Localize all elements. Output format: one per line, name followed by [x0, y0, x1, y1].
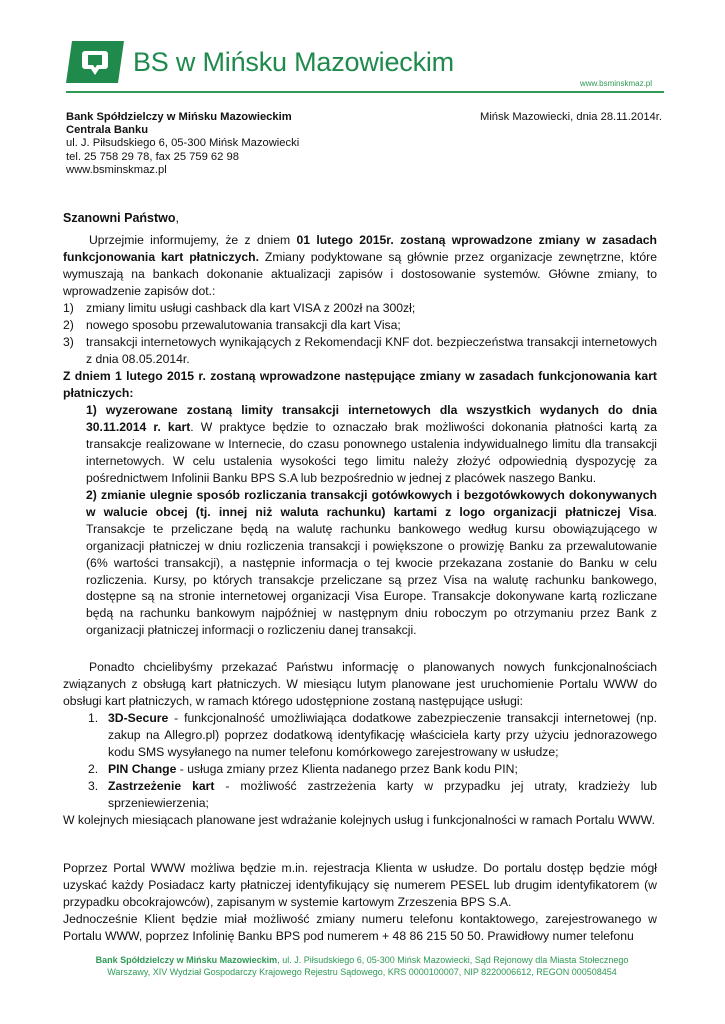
- changes-list: [63, 300, 657, 368]
- change-item-1-title: 1) wyzerowane zostaną limity transakcji internetowych dla wszystkich wydanych do dnia 30.11.2014 r. kart: [86, 403, 657, 434]
- list-item-number: 1.: [88, 711, 99, 725]
- footer-line-1: [63, 955, 661, 967]
- list-item-number: 3.: [88, 778, 99, 793]
- service-name: Zastrzeżenie kart: [108, 778, 215, 793]
- list-item-number: 2): [63, 317, 74, 332]
- list-item-number: 2.: [88, 761, 99, 776]
- list-item-number: 1): [63, 301, 74, 315]
- footer-line-2: Warszawy, XIV Wydział Gospodarczy Krajowego Rejestru Sądowego, KRS 0000100007, NIP 8220006612, REGON 000508454: [107, 966, 617, 977]
- service-name: 3D-Secure: [108, 711, 169, 725]
- list-item-text: transakcji internetowych wynikających z Rekomendacji KNF dot. bezpieczeństwa transakcji internetowych z dnia 08.05.2014r.: [86, 334, 657, 366]
- list-item: [63, 317, 657, 334]
- intro-text-2: Zmiany podyktowane są głównie przez organizacje zewnętrzne, które wymuszają na bankach dokonanie aktualizacji zapisów i dostosowanie systemów. Główne zmiany, to wprowadzenie zapisów dot.:: [63, 249, 657, 298]
- greeting: [63, 210, 657, 227]
- greeting-comma: ,: [175, 211, 179, 225]
- date-line: Mińsk Mazowiecki, dnia 28.11.2014r.: [480, 111, 662, 123]
- service-name: PIN Change: [108, 761, 177, 776]
- change-item-2-text: . Transakcje te przeliczane będą na walutę rachunku bankowego według kursu obowiązującego w organizacji płatniczej w dniu rozliczenia transakcji i powiększone o prowizję Banku za przewalutowanie (6% wartości transakcji), a następnie informacja o tej kwocie przekazana zostanie do Banku w celu rozliczenia. Kursy, po których transakcje przeliczane są przez Visa na walutę rachunku bankowego, dostępne są na stronie internetowej organizacji Visa Europe. Transakcje dokonywane kartą rozliczane będą na rachunku bankowym najpóźniej w następnym dniu roboczym po otrzymaniu przez Bank z organizacji płatniczej informacji o rozliczeniu danej transakcji.: [86, 504, 657, 638]
- service-description: - funkcjonalność umożliwiająca dodatkowe zabezpieczenie transakcji internetowej (np. zakup na Allegro.pl) poprzez dodatkową identyfikację właściciela karty przy użyciu jednorazowego kodu SMS wysyłanego na numer telefonu komórkowego zarejestrowany w usłudze;: [108, 711, 657, 759]
- greeting-text: Szanowni Państwo: [63, 211, 176, 225]
- list-item: [88, 710, 657, 761]
- list-item: [88, 778, 657, 812]
- sender-unit: Centrala Banku: [66, 124, 149, 137]
- list-item: [63, 300, 657, 317]
- portal-paragraph: Ponadto chcielibyśmy przekazać Państwu informację o planowanych nowych funkcjonalnościach związanych z obsługą kart płatniczych. W miesiącu lutym planowane jest uruchomienie Portalu WWW do obsługi kart płatniczych, w ramach którego udostępnione zostaną następujące usługi:: [63, 660, 657, 708]
- list-item-text: nowego sposobu przewalutowania transakcji dla kart Visa;: [86, 317, 401, 332]
- service-description: - możliwość zastrzeżenia karty w przypadku jej utraty, kradzieży lub sprzeniewierzenia;: [108, 778, 657, 810]
- intro-bold: 01 lutego 2015r. zostaną wprowadzone zmiany w zasadach funkcjonowania kart płatniczych.: [63, 233, 657, 264]
- sender-phone: tel. 25 758 29 78, fax 25 759 62 98: [66, 150, 239, 163]
- sender-website: www.bsminskmaz.pl: [66, 163, 167, 176]
- services-list: [63, 710, 657, 811]
- phone-change-paragraph: Jednocześnie Klient będzie miał możliwość zmiany numeru telefonu kontaktowego, zarejestrowanego w Portalu WWW, poprzez Infolinię Banku BPS pod numerem + 48 86 215 50 50. Prawidłowy numer telefonu: [63, 912, 657, 943]
- footer: [63, 955, 661, 978]
- header-divider: [66, 91, 664, 93]
- service-description: - usługa zmiany przez Klienta nadanego przez Bank kodu PIN;: [176, 761, 518, 776]
- list-item-text: zmiany limitu usługi cashback dla kart VISA z 200zł na 300zł;: [86, 301, 416, 315]
- sender-bank-name: Bank Spółdzielczy w Mińsku Mazowieckim: [66, 111, 292, 123]
- changes-heading: Z dniem 1 lutego 2015 r. zostaną wprowadzone następujące zmiany w zasadach funkcjonowania kart płatniczych:: [63, 369, 657, 400]
- intro-text-1: Uprzejmie informujemy, że z dniem: [89, 233, 297, 247]
- registration-paragraph: Poprzez Portal WWW możliwa będzie m.in. rejestracja Klienta w usłudze. Do portalu dostęp będzie mógł uzyskać każdy Posiadacz karty płatniczej identyfikujący się numerem PESEL lub drugim identyfikatorem (w przypadku obcokrajowców), zapisanym w systemie kartowym Zrzeszenia BPS S.A.: [63, 861, 657, 909]
- change-item-2-title: 2) zmianie ulegnie sposób rozliczania transakcji gotówkowych i bezgotówkowych dokonywanych w walucie obcej (tj. innej niż waluta rachunku) kartami z logo organizacji płatniczej Visa: [86, 488, 657, 519]
- footer-address: , ul. J. Piłsudskiego 6, 05-300 Mińsk Mazowiecki, Sąd Rejonowy dla Miasta Stołecznego: [277, 955, 629, 965]
- list-item: [88, 761, 657, 778]
- intro-paragraph: [63, 232, 657, 300]
- list-item-number: 3): [63, 334, 74, 349]
- bank-logo-icon: [66, 41, 124, 83]
- future-services-paragraph: W kolejnych miesiącach planowane jest wdrażanie kolejnych usług i funkcjonalności w ramach Portalu WWW.: [63, 813, 656, 827]
- footer-bank-name: Bank Spółdzielczy w Mińsku Mazowieckim: [95, 955, 278, 965]
- change-item-1: [86, 402, 657, 487]
- sender-address: [66, 111, 299, 177]
- sender-street: ul. J. Piłsudskiego 6, 05-300 Mińsk Mazowiecki: [66, 137, 300, 150]
- change-item-1-text: . W praktyce będzie to oznaczało brak możliwości dokonania płatności kartą za transakcje realizowane w Internecie, do czasu ponownego ustalenia indywidualnego limitu dla transakcji internetowych. W celu ustalenia wysokości tego limitu należy złożyć odpowiednią dyspozycję za pośrednictwem Infolinii Banku BPS S.A lub bezpośrednio w jednej z placówek naszego Banku.: [86, 419, 657, 485]
- bank-name-logo: BS w Mińsku Mazowieckim: [133, 47, 454, 77]
- header-url: www.bsminskmaz.pl: [580, 79, 653, 88]
- change-item-2: [86, 487, 657, 639]
- list-item: [63, 334, 657, 368]
